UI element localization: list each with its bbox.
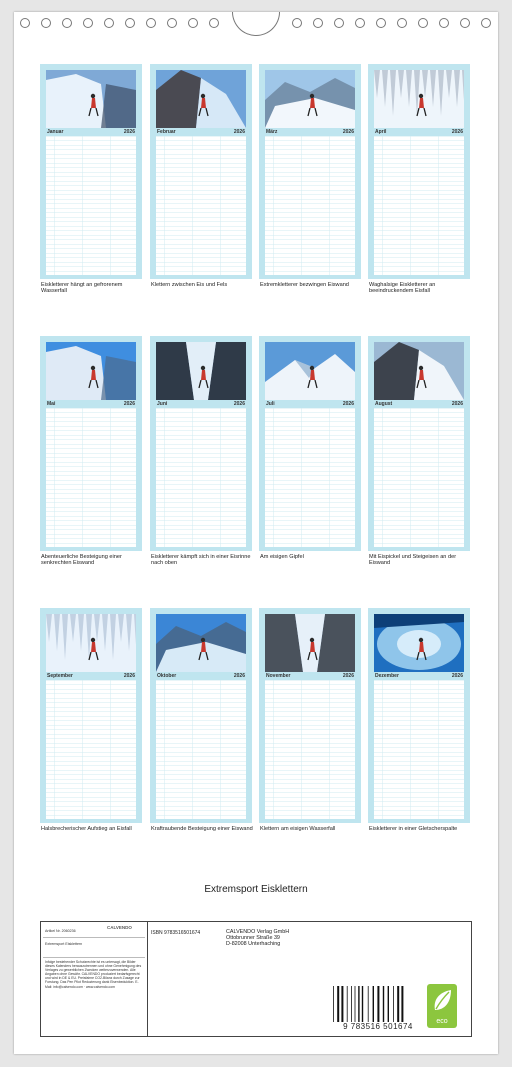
- day-grid: [374, 136, 464, 275]
- month-photo: [46, 70, 136, 128]
- month-header: [265, 400, 355, 407]
- binding-hole: [188, 18, 198, 28]
- month-year: 2026: [342, 401, 354, 407]
- month-name: Juni: [157, 401, 168, 407]
- binding-hole: [104, 18, 114, 28]
- month-name: März: [266, 129, 278, 135]
- month-photo: [374, 614, 464, 672]
- month-photo: [46, 614, 136, 672]
- month-caption: Eiskletterer in einer Gletscherspalte: [369, 826, 458, 832]
- month-caption: Kraftraubende Besteigung einer Eiswand: [151, 826, 253, 832]
- day-grid: [374, 680, 464, 819]
- publisher-line: Ottobrunner Straße 39: [226, 935, 280, 942]
- eco-label: eco: [436, 1018, 448, 1025]
- month-header: [156, 400, 246, 407]
- month-caption: Eiskletterer kämpft sich in einer Eisrinne nach oben: [151, 554, 251, 567]
- month-caption: Halsbrecherischer Aufstieg an Eisfall: [41, 826, 132, 832]
- month-header: [46, 400, 136, 407]
- day-grid: [265, 680, 355, 819]
- month-photo: [46, 342, 136, 400]
- month-photo: [374, 70, 464, 128]
- divider: [43, 957, 145, 958]
- calvendo-logo: CALVENDO: [107, 925, 132, 930]
- month-header: [374, 400, 464, 407]
- day-grid: [156, 680, 246, 819]
- leaf-icon: [427, 984, 457, 1016]
- month-photo: [265, 342, 355, 400]
- month-year: 2026: [123, 673, 135, 679]
- month-card: [150, 336, 252, 551]
- month-name: April: [375, 129, 387, 135]
- month-year: 2026: [233, 129, 245, 135]
- binding-hole: [313, 18, 323, 28]
- day-grid: [265, 136, 355, 275]
- month-year: 2026: [123, 129, 135, 135]
- binding-hole: [439, 18, 449, 28]
- month-year: 2026: [233, 401, 245, 407]
- month-name: November: [266, 673, 291, 679]
- month-year: 2026: [342, 673, 354, 679]
- month-card: [368, 64, 470, 279]
- day-grid: [46, 408, 136, 547]
- month-name: Oktober: [157, 673, 177, 679]
- product-info-box: [40, 921, 472, 1037]
- day-grid: [156, 136, 246, 275]
- binding-hole: [481, 18, 491, 28]
- binding-hole: [83, 18, 93, 28]
- binding-hole: [125, 18, 135, 28]
- month-year: 2026: [342, 129, 354, 135]
- product-title: Extremsport Eisklettern: [45, 942, 83, 946]
- publisher-line: D-82008 Unterhaching: [226, 941, 281, 948]
- month-year: 2026: [451, 401, 463, 407]
- publisher-line: CALVENDO Verlag GmbH: [226, 929, 290, 935]
- month-name: Februar: [157, 129, 176, 135]
- binding-hole: [418, 18, 428, 28]
- month-card: [150, 608, 252, 823]
- month-year: 2026: [451, 129, 463, 135]
- month-year: 2026: [451, 673, 463, 679]
- binding-hole: [334, 18, 344, 28]
- month-photo: [265, 614, 355, 672]
- day-grid: [156, 408, 246, 547]
- month-card: [40, 336, 142, 551]
- month-header: [374, 128, 464, 135]
- month-header: [46, 672, 136, 679]
- month-year: 2026: [233, 673, 245, 679]
- month-card: [259, 64, 361, 279]
- month-header: [374, 672, 464, 679]
- month-photo: [374, 342, 464, 400]
- binding-hole: [376, 18, 386, 28]
- month-caption: Mit Eispickel und Steigeisen an der Eiswand: [369, 554, 457, 567]
- day-grid: [374, 408, 464, 547]
- day-grid: [46, 136, 136, 275]
- barcode-number: 9 783516 501674: [343, 1022, 413, 1031]
- month-card: [150, 64, 252, 279]
- month-caption: Am eisigen Gipfel: [260, 554, 304, 560]
- binding-hole: [397, 18, 407, 28]
- month-name: September: [47, 673, 73, 679]
- calendar-title: Extremsport Eisklettern: [204, 884, 308, 895]
- isbn: ISBN 9783516501674: [151, 930, 201, 936]
- barcode: [331, 986, 423, 1022]
- day-grid: [46, 680, 136, 819]
- month-header: [156, 672, 246, 679]
- binding-hole: [62, 18, 72, 28]
- legal-notice: Infolge bestehender Schutzrechte ist es untersagt, die Bilder dieses Kalenders herauszutrennen und ohne Genehmigung des Verlages zu gewerblichen Zwecken weiterzuverwenden. Alle Angaben ohne Gewähr. CALVENDO produziert bedarfsgerecht und wird in DE & EU. Preisfairne CO2-Bilanz durch Zusage zur Forstung. Das Pen Pilot Reduzierung dank Eisenbeduktion. E-Mail: info@calvendo.com · www.calvendo.com: [45, 960, 142, 989]
- month-name: Mai: [47, 401, 56, 407]
- month-caption: Klettern zwischen Eis und Fels: [151, 282, 228, 288]
- article-number: Artikel Nr. 2060236: [45, 929, 76, 933]
- month-card: [40, 608, 142, 823]
- month-name: August: [375, 401, 393, 407]
- month-photo: [156, 70, 246, 128]
- month-header: [46, 128, 136, 135]
- article-column: [41, 922, 148, 1036]
- binding-hole: [167, 18, 177, 28]
- month-card: [259, 336, 361, 551]
- binding-hole: [146, 18, 156, 28]
- month-caption: Klettern am eisigen Wasserfall: [260, 826, 336, 832]
- month-header: [265, 128, 355, 135]
- month-photo: [265, 70, 355, 128]
- month-header: [156, 128, 246, 135]
- month-photo: [156, 614, 246, 672]
- month-card: [368, 336, 470, 551]
- month-header: [265, 672, 355, 679]
- divider: [43, 937, 145, 938]
- month-name: Dezember: [375, 673, 399, 679]
- binding-hole: [41, 18, 51, 28]
- binding-hole: [292, 18, 302, 28]
- month-year: 2026: [123, 401, 135, 407]
- month-name: Juli: [266, 401, 275, 407]
- binding-hole: [355, 18, 365, 28]
- month-caption: Abenteuerliche Besteigung einer senkrechten Eiswand: [41, 554, 122, 567]
- month-name: Januar: [47, 129, 64, 135]
- month-caption: Extremkletterer bezwingen Eiswand: [260, 282, 349, 288]
- binding-hole: [20, 18, 30, 28]
- publisher-address: [226, 929, 289, 948]
- month-card: [368, 608, 470, 823]
- binding-hole: [209, 18, 219, 28]
- month-caption: Waghalsige Eiskletterer an beeindruckendem Eisfall: [369, 282, 436, 295]
- month-card: [259, 608, 361, 823]
- month-card: [40, 64, 142, 279]
- day-grid: [265, 408, 355, 547]
- month-caption: Eiskletterer hängt an gefrorenem Wasserfall: [41, 282, 123, 295]
- eco-badge: [427, 984, 457, 1028]
- binding-hole: [460, 18, 470, 28]
- month-photo: [156, 342, 246, 400]
